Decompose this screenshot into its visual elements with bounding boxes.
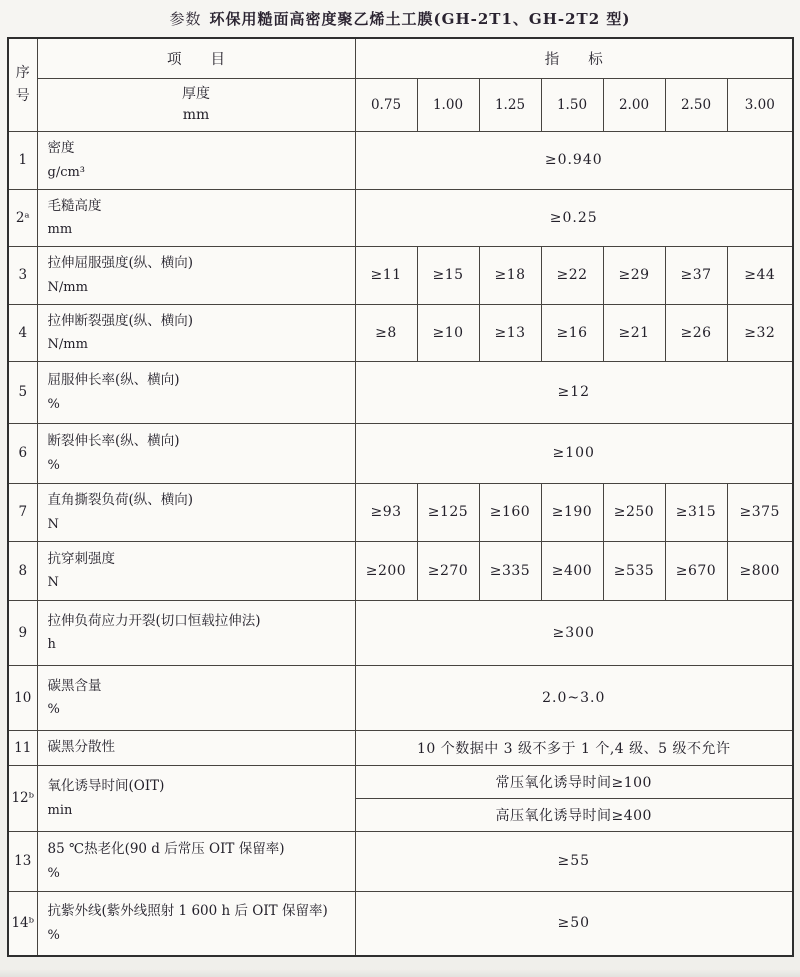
value-cell: ≥535 (603, 541, 665, 600)
row-no: 9 (8, 600, 37, 665)
value-cell: ≥32 (727, 304, 793, 361)
table-row (8, 541, 793, 600)
thickness-col: 2.50 (665, 78, 727, 131)
item-label: 拉伸负荷应力开裂(切口恒载拉伸法) (47, 612, 261, 629)
title-prefix: 参数 (169, 10, 202, 28)
value-cell: ≥200 (355, 541, 417, 600)
item-label: 拉伸屈服强度(纵、横向) (47, 255, 194, 272)
item-cell (37, 189, 355, 246)
item-unit: % (47, 457, 60, 473)
value-cell: ≥250 (603, 483, 665, 541)
thickness-col: 2.00 (603, 78, 665, 131)
item-label: 抗紫外线(紫外线照射 1 600 h 后 OIT 保留率) (47, 903, 328, 920)
item-cell (37, 891, 355, 956)
value-cell: ≥13 (479, 304, 541, 361)
value-span-top: 常压氧化诱导时间≥100 (355, 765, 793, 798)
item-cell (37, 131, 355, 189)
row-no: 1 (8, 131, 37, 189)
item-cell (37, 361, 355, 423)
value-span: 10 个数据中 3 级不多于 1 个,4 级、5 级不允许 (355, 730, 793, 765)
header-row-2 (8, 78, 793, 131)
row-no: 5 (8, 361, 37, 423)
item-unit: g/cm³ (47, 164, 86, 180)
item-unit: h (47, 637, 56, 653)
value-cell: ≥44 (727, 246, 793, 304)
item-cell (37, 483, 355, 541)
table-row (8, 361, 793, 423)
thickness-col: 0.75 (355, 78, 417, 131)
item-cell (37, 600, 355, 665)
item-label: 密度 (47, 140, 75, 157)
item-cell (37, 246, 355, 304)
row-no: 14ᵇ (8, 891, 37, 956)
table-row (8, 891, 793, 956)
value-span: ≥100 (355, 423, 793, 483)
item-cell (37, 541, 355, 600)
item-unit: % (47, 928, 60, 944)
value-cell: ≥270 (417, 541, 479, 600)
table-row (8, 423, 793, 483)
value-cell: ≥315 (665, 483, 727, 541)
header-seq: 序号 (8, 38, 37, 131)
thickness-unit: mm (182, 106, 210, 123)
row-no: 13 (8, 831, 37, 891)
row-no: 8 (8, 541, 37, 600)
table-row (8, 189, 793, 246)
value-span: ≥0.940 (355, 131, 793, 189)
value-cell: ≥22 (541, 246, 603, 304)
value-cell: ≥8 (355, 304, 417, 361)
item-label: 抗穿刺强度 (47, 550, 115, 567)
item-label: 毛糙高度 (47, 197, 102, 214)
item-cell (37, 423, 355, 483)
header-row-1 (8, 38, 793, 78)
row-no: 7 (8, 483, 37, 541)
value-cell: ≥160 (479, 483, 541, 541)
item-unit: % (47, 865, 60, 881)
value-cell: ≥800 (727, 541, 793, 600)
value-span: ≥55 (355, 831, 793, 891)
value-cell: ≥26 (665, 304, 727, 361)
value-cell: ≥400 (541, 541, 603, 600)
item-unit: N (47, 575, 59, 591)
spec-table (7, 37, 794, 957)
value-cell: ≥11 (355, 246, 417, 304)
value-cell: ≥15 (417, 246, 479, 304)
header-indicator: 指 标 (355, 38, 793, 78)
value-cell: ≥10 (417, 304, 479, 361)
item-cell (37, 665, 355, 730)
table-row (8, 765, 793, 798)
value-cell: ≥93 (355, 483, 417, 541)
item-unit: N/mm (47, 337, 88, 353)
value-cell: ≥18 (479, 246, 541, 304)
thickness-label: 厚度 (182, 85, 210, 102)
value-cell: ≥670 (665, 541, 727, 600)
thickness-col: 3.00 (727, 78, 793, 131)
value-cell: ≥125 (417, 483, 479, 541)
table-row (8, 131, 793, 189)
item-cell (37, 730, 355, 765)
value-cell: ≥37 (665, 246, 727, 304)
thickness-col: 1.00 (417, 78, 479, 131)
item-label: 碳黑分散性 (47, 739, 115, 756)
table-row (8, 831, 793, 891)
row-no: 3 (8, 246, 37, 304)
row-no: 6 (8, 423, 37, 483)
item-label: 氧化诱导时间(OIT) (47, 778, 165, 795)
value-span: ≥50 (355, 891, 793, 956)
value-span: ≥300 (355, 600, 793, 665)
value-cell: ≥375 (727, 483, 793, 541)
value-cell: ≥29 (603, 246, 665, 304)
item-unit: N (47, 516, 59, 532)
value-cell: ≥16 (541, 304, 603, 361)
item-label: 直角撕裂负荷(纵、横向) (47, 492, 194, 509)
row-no: 4 (8, 304, 37, 361)
value-span: ≥12 (355, 361, 793, 423)
thickness-col: 1.50 (541, 78, 603, 131)
thickness-col: 1.25 (479, 78, 541, 131)
table-row (8, 600, 793, 665)
row-no: 2ᵃ (8, 189, 37, 246)
item-unit: % (47, 702, 60, 718)
table-row (8, 730, 793, 765)
scan-shadow (0, 969, 800, 977)
table-row (8, 665, 793, 730)
item-label: 碳黑含量 (47, 677, 102, 694)
value-cell: ≥190 (541, 483, 603, 541)
table-row (8, 304, 793, 361)
value-cell: ≥21 (603, 304, 665, 361)
item-unit: % (47, 396, 60, 412)
item-label: 拉伸断裂强度(纵、横向) (47, 312, 194, 329)
item-cell (37, 304, 355, 361)
header-item: 项 目 (37, 38, 355, 78)
table-row (8, 246, 793, 304)
item-unit: mm (47, 222, 73, 238)
item-unit: N/mm (47, 279, 88, 295)
row-no: 11 (8, 730, 37, 765)
page-title (0, 0, 800, 37)
item-cell (37, 831, 355, 891)
header-thickness (37, 78, 355, 131)
value-span: 2.0~3.0 (355, 665, 793, 730)
item-label: 屈服伸长率(纵、横向) (47, 372, 180, 389)
value-span: ≥0.25 (355, 189, 793, 246)
table-row (8, 483, 793, 541)
value-cell: ≥335 (479, 541, 541, 600)
item-cell (37, 765, 355, 831)
value-span-bottom: 高压氧化诱导时间≥400 (355, 798, 793, 831)
item-unit: min (47, 802, 73, 818)
item-label: 断裂伸长率(纵、横向) (47, 433, 180, 450)
row-no: 10 (8, 665, 37, 730)
title-main: 环保用糙面高密度聚乙烯土工膜(GH-2T1、GH-2T2 型) (209, 10, 631, 28)
row-no: 12ᵇ (8, 765, 37, 831)
item-label: 85 ℃热老化(90 d 后常压 OIT 保留率) (47, 841, 285, 858)
